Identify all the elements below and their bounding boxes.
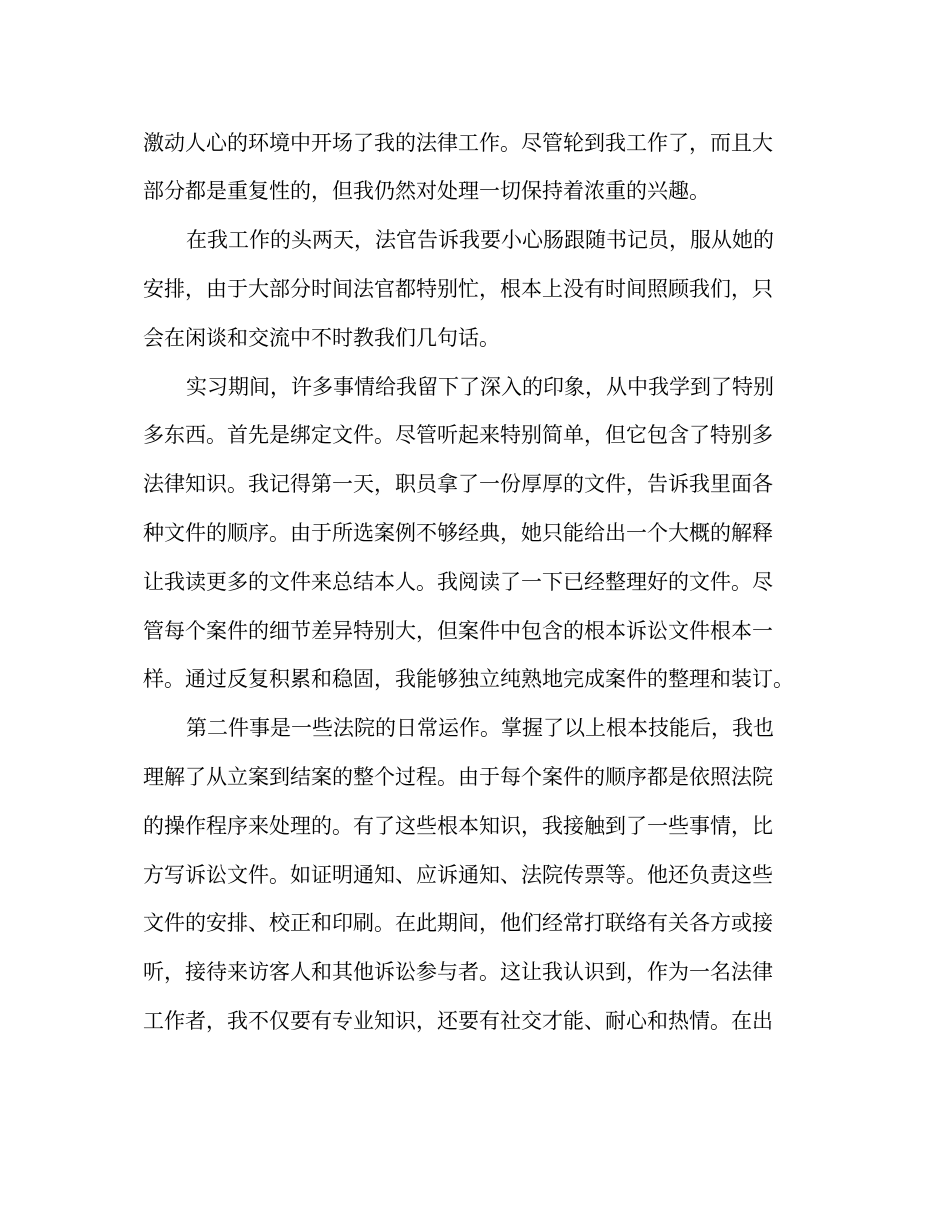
text-line: 样。通过反复积累和稳固，我能够独立纯熟地完成案件的整理和装订。: [143, 667, 794, 691]
text-line: 实习期间，许多事情给我留下了深入的印象，从中我学到了特别: [186, 375, 774, 399]
text-line: 让我读更多的文件来总结本人。我阅读了一下已经整理好的文件。尽: [143, 570, 773, 594]
text-line: 听，接待来访客人和其他诉讼参与者。这让我认识到，作为一名法律: [143, 960, 773, 984]
text-line: 管每个案件的细节差异特别大，但案件中包含的根本诉讼文件根本一: [143, 619, 773, 643]
text-line: 方写诉讼文件。如证明通知、应诉通知、法院传票等。他还负责这些: [143, 863, 773, 887]
text-line: 工作者，我不仅要有专业知识，还要有社交才能、耐心和热情。在出: [143, 1009, 773, 1033]
text-line: 激动人心的环境中开场了我的法律工作。尽管轮到我工作了，而且大: [143, 131, 773, 155]
text-line: 法律知识。我记得第一天，职员拿了一份厚厚的文件，告诉我里面各: [143, 472, 773, 496]
text-line: 文件的安排、校正和印刷。在此期间，他们经常打联络有关各方或接: [143, 911, 773, 935]
text-line: 部分都是重复性的，但我仍然对处理一切保持着浓重的兴趣。: [143, 179, 710, 203]
text-line: 第二件事是一些法院的日常运作。掌握了以上根本技能后，我也: [186, 716, 774, 740]
text-line: 多东西。首先是绑定文件。尽管听起来特别简单，但它包含了特别多: [143, 423, 773, 447]
text-line: 的操作程序来处理的。有了这些根本知识，我接触到了一些事情，比: [143, 814, 773, 838]
text-line: 在我工作的头两天，法官告诉我要小心肠跟随书记员，服从她的: [186, 228, 774, 252]
text-line: 种文件的顺序。由于所选案例不够经典，她只能给出一个大概的解释: [143, 521, 773, 545]
text-line: 会在闲谈和交流中不时教我们几句话。: [143, 326, 500, 350]
text-line: 理解了从立案到结案的整个过程。由于每个案件的顺序都是依照法院: [143, 765, 773, 789]
text-line: 安排，由于大部分时间法官都特别忙，根本上没有时间照顾我们，只: [143, 277, 773, 301]
